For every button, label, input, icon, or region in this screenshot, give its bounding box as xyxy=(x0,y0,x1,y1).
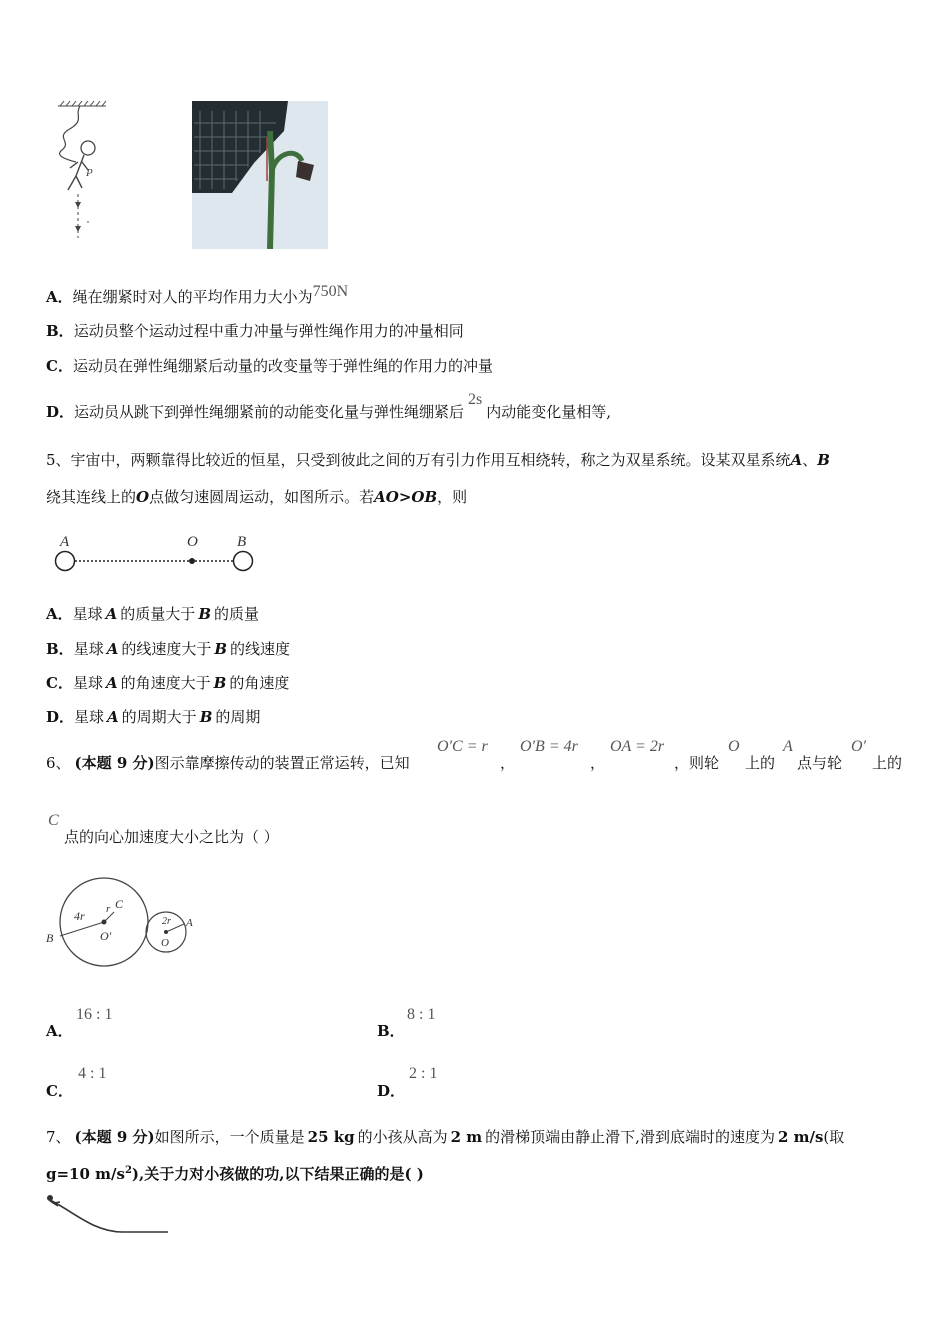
option-text: 的线速度大于 xyxy=(121,640,212,658)
q6-stem-text: 上的 xyxy=(745,754,776,772)
label-b: B xyxy=(46,931,54,945)
q5-option-c xyxy=(46,672,289,693)
q5-option-a xyxy=(46,603,259,624)
given-ob: O′B = 4r xyxy=(520,738,578,755)
symbol: B xyxy=(198,605,211,623)
wheel-o-prime-symbol: O′ xyxy=(851,738,867,755)
option-key: A． xyxy=(46,1022,73,1040)
option-c-ratio: 4 : 1 xyxy=(78,1065,107,1082)
option-text: 运动员整个运动过程中重力冲量与弹性绳作用力的冲量相同 xyxy=(73,322,464,340)
q6-stem-text: 上的 xyxy=(872,754,903,772)
center-o xyxy=(164,930,168,934)
q6-stem-line2: 点的向心加速度大小之比为（ ） xyxy=(64,828,279,846)
q4-option-b xyxy=(46,320,464,341)
option-d-ratio: 2 : 1 xyxy=(409,1065,438,1082)
q7-stem-text: 的小孩从高为 xyxy=(357,1128,448,1146)
bungee-diagram xyxy=(46,98,116,246)
q4-option-c xyxy=(46,355,493,376)
point-a-symbol: A xyxy=(783,738,793,755)
option-text-2: 内动能变化量相等, xyxy=(486,403,612,421)
q5-stem-text: 绕其连线上的 xyxy=(46,488,137,506)
green-bungee-cord xyxy=(270,131,272,249)
fall-dot xyxy=(87,221,89,223)
fall-arrow-1 xyxy=(75,202,81,208)
option-text: 的线速度 xyxy=(230,640,291,658)
option-text: 绳在绷紧时对人的平均作用力大小为 xyxy=(72,288,313,306)
q6-option-c xyxy=(46,1080,73,1101)
binary-star-diagram xyxy=(50,530,260,574)
symbol: A xyxy=(106,640,119,658)
symbol: A xyxy=(105,605,118,623)
q7-stem-text: 如图所示，一个质量是 xyxy=(154,1128,305,1146)
option-key: C． xyxy=(46,674,73,692)
option-text: 的质量大于 xyxy=(120,605,196,623)
given-oc: O′C = r xyxy=(437,738,488,755)
center-o-dot xyxy=(189,558,195,564)
q7-stem-text: ),关于力对小孩做的功,以下结果正确的是( ) xyxy=(131,1165,424,1183)
q5-stem-text: ，则 xyxy=(437,488,468,506)
q6-option-b xyxy=(377,1020,405,1041)
question-number: 6、 xyxy=(46,754,71,772)
option-text: 的周期大于 xyxy=(121,708,197,726)
gravity-value: g=10 m/s xyxy=(46,1165,125,1183)
option-key: D． xyxy=(377,1082,406,1100)
option-b-ratio: 8 : 1 xyxy=(407,1006,436,1023)
wheel-o-symbol: O xyxy=(728,738,740,755)
star-a-symbol: A xyxy=(790,451,803,469)
q6-stem-text: 点与轮 xyxy=(797,754,843,772)
separator: 、 xyxy=(802,451,818,469)
elastic-rope xyxy=(60,106,80,162)
option-text: 星球 xyxy=(74,708,105,726)
fall-arrow-2 xyxy=(75,226,81,232)
symbol: B xyxy=(199,708,213,726)
q5-stem-line1 xyxy=(46,449,830,470)
option-math: 2s xyxy=(468,391,483,408)
option-key: B． xyxy=(377,1022,405,1040)
label-o: O xyxy=(187,534,198,550)
option-key: D． xyxy=(46,403,75,421)
option-a-ratio: 16 : 1 xyxy=(76,1006,113,1023)
q5-stem-text: 5、宇宙中，两颗靠得比较近的恒星，只受到彼此之间的万有引力作用互相绕转，称之为双星系统。设某双星系统 xyxy=(46,451,791,469)
question-score: (本题 9 分) xyxy=(74,1128,155,1146)
option-key: A． xyxy=(46,288,73,306)
bungee-photo xyxy=(192,101,328,249)
label-o-prime: O′ xyxy=(100,929,112,943)
label-a: A xyxy=(186,917,193,929)
radius-ob xyxy=(60,922,104,936)
label-c: C xyxy=(115,897,124,911)
q5-stem-text: 点做匀速圆周运动，如图所示。若 xyxy=(149,488,375,506)
friction-wheels-diagram xyxy=(44,874,200,974)
q6-stem-text: 图示靠摩擦传动的装置正常运转，已知 xyxy=(154,754,410,772)
q7-stem-line2 xyxy=(46,1163,424,1184)
question-number: 7、 xyxy=(46,1128,71,1146)
point-p-label: P xyxy=(86,167,93,179)
label-b: B xyxy=(237,534,247,550)
option-key: C． xyxy=(46,357,73,375)
label-a: A xyxy=(60,534,70,550)
child-head xyxy=(47,1195,53,1201)
symbol: A xyxy=(105,674,118,692)
height-value: 2 m xyxy=(450,1128,483,1146)
q7-stem-line1 xyxy=(46,1126,844,1147)
option-text: 的周期 xyxy=(215,708,261,726)
comma: ， xyxy=(500,754,516,772)
star-b-symbol: B xyxy=(817,451,830,469)
q6-option-d xyxy=(377,1080,405,1101)
slide-curve xyxy=(50,1200,168,1232)
option-key: B． xyxy=(46,322,74,340)
option-text: 星球 xyxy=(73,640,104,658)
q6-option-a xyxy=(46,1020,73,1041)
mass-value: 25 kg xyxy=(307,1128,355,1146)
point-c-symbol: C xyxy=(48,812,59,829)
q4-option-a xyxy=(46,283,349,307)
given-oa: OA = 2r xyxy=(610,738,665,755)
velocity-value: 2 m/s xyxy=(777,1128,824,1146)
q4-option-d xyxy=(46,391,612,422)
option-key: A． xyxy=(46,605,73,623)
point-o-symbol: O xyxy=(136,488,150,506)
symbol: B xyxy=(214,640,228,658)
ceiling-hatch xyxy=(58,101,106,106)
label-2r: 2r xyxy=(162,916,171,927)
option-text: 星球 xyxy=(72,605,103,623)
option-text: 的角速度 xyxy=(229,674,290,692)
option-key: D． xyxy=(46,708,75,726)
option-math: 750N xyxy=(312,283,349,300)
symbol: B xyxy=(213,674,227,692)
q6-stem-line1 xyxy=(46,752,410,773)
q5-stem-line2 xyxy=(46,486,467,507)
star-a-circle xyxy=(56,552,75,571)
option-text: 的角速度大于 xyxy=(120,674,211,692)
q7-stem-text: 的滑梯顶端由静止滑下,滑到底端时的速度为 xyxy=(485,1128,775,1146)
q5-option-b xyxy=(46,638,290,659)
q5-option-d xyxy=(46,706,260,727)
option-text: 的质量 xyxy=(214,605,260,623)
jumper-head xyxy=(81,141,95,155)
option-text: 运动员从跳下到弹性绳绷紧前的动能变化量与弹性绳绷紧后 xyxy=(74,403,465,421)
center-o-prime xyxy=(102,920,107,925)
label-4r: 4r xyxy=(74,909,85,923)
q7-stem-text: (取 xyxy=(823,1128,845,1146)
condition-expression: AO>OB xyxy=(374,488,438,506)
comma: ， xyxy=(590,754,606,772)
q6-stem-text: ，则轮 xyxy=(674,754,720,772)
label-r: r xyxy=(106,903,111,915)
option-text: 星球 xyxy=(72,674,103,692)
option-key: B． xyxy=(46,640,74,658)
gravity-exponent: 2 xyxy=(124,1165,132,1176)
symbol: A xyxy=(107,708,119,726)
option-text: 运动员在弹性绳绷紧后动量的改变量等于弹性绳的作用力的冲量 xyxy=(72,357,493,375)
star-b-circle xyxy=(234,552,253,571)
label-o: O xyxy=(161,937,169,949)
question-score: (本题 9 分) xyxy=(74,754,155,772)
option-key: C． xyxy=(46,1082,73,1100)
slide-diagram xyxy=(44,1192,174,1238)
